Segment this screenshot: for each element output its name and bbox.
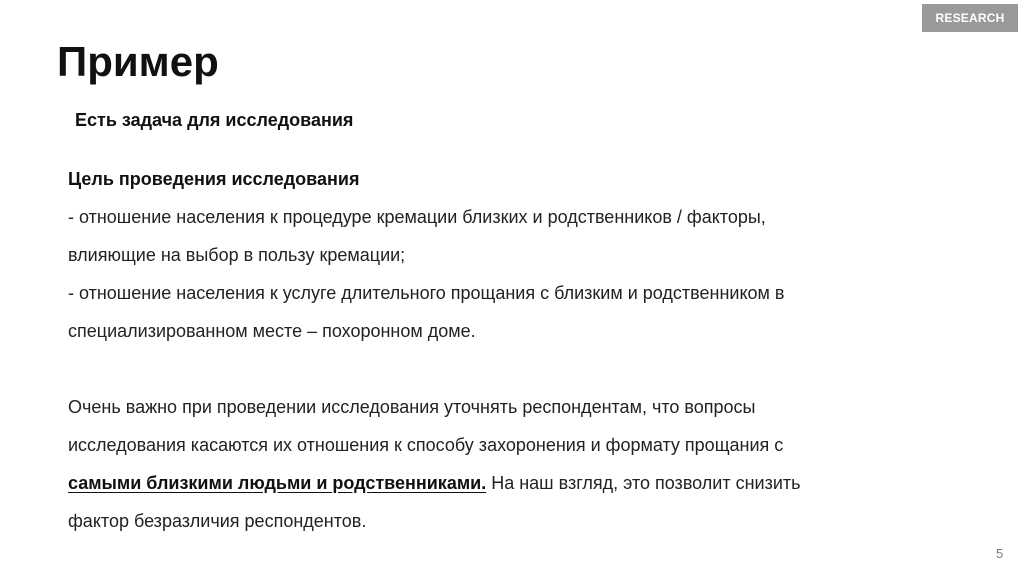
note-line: Очень важно при проведении исследования уточнять респондентам, что вопросы: [68, 397, 756, 417]
note-line: фактор безразличия респондентов.: [68, 511, 367, 531]
research-badge: RESEARCH: [922, 4, 1018, 32]
goal-line: влияющие на выбор в пользу кремации;: [68, 245, 406, 265]
goal-line: - отношение населения к процедуре кремации близких и родственников / факторы,: [68, 207, 766, 227]
slide-title: Пример: [57, 38, 219, 85]
goal-heading: Цель проведения исследования: [68, 169, 360, 189]
note-after-emphasis: На наш взгляд, это позволит снизить: [486, 473, 801, 493]
note-emphasis: самыми близкими людьми и родственниками.: [68, 473, 487, 493]
note-line-emphasis: [68, 464, 968, 502]
note-line: исследования касаются их отношения к способу захоронения и формату прощания с: [68, 435, 784, 455]
page-number: 5: [996, 546, 1004, 561]
slide-subtitle: Есть задача для исследования: [75, 110, 354, 130]
goal-line: - отношение населения к услуге длительного прощания с близким и родственником в: [68, 283, 785, 303]
slide-content: [68, 160, 968, 540]
paragraph-spacer: [68, 350, 968, 388]
goal-line: специализированном месте – похоронном доме.: [68, 321, 476, 341]
